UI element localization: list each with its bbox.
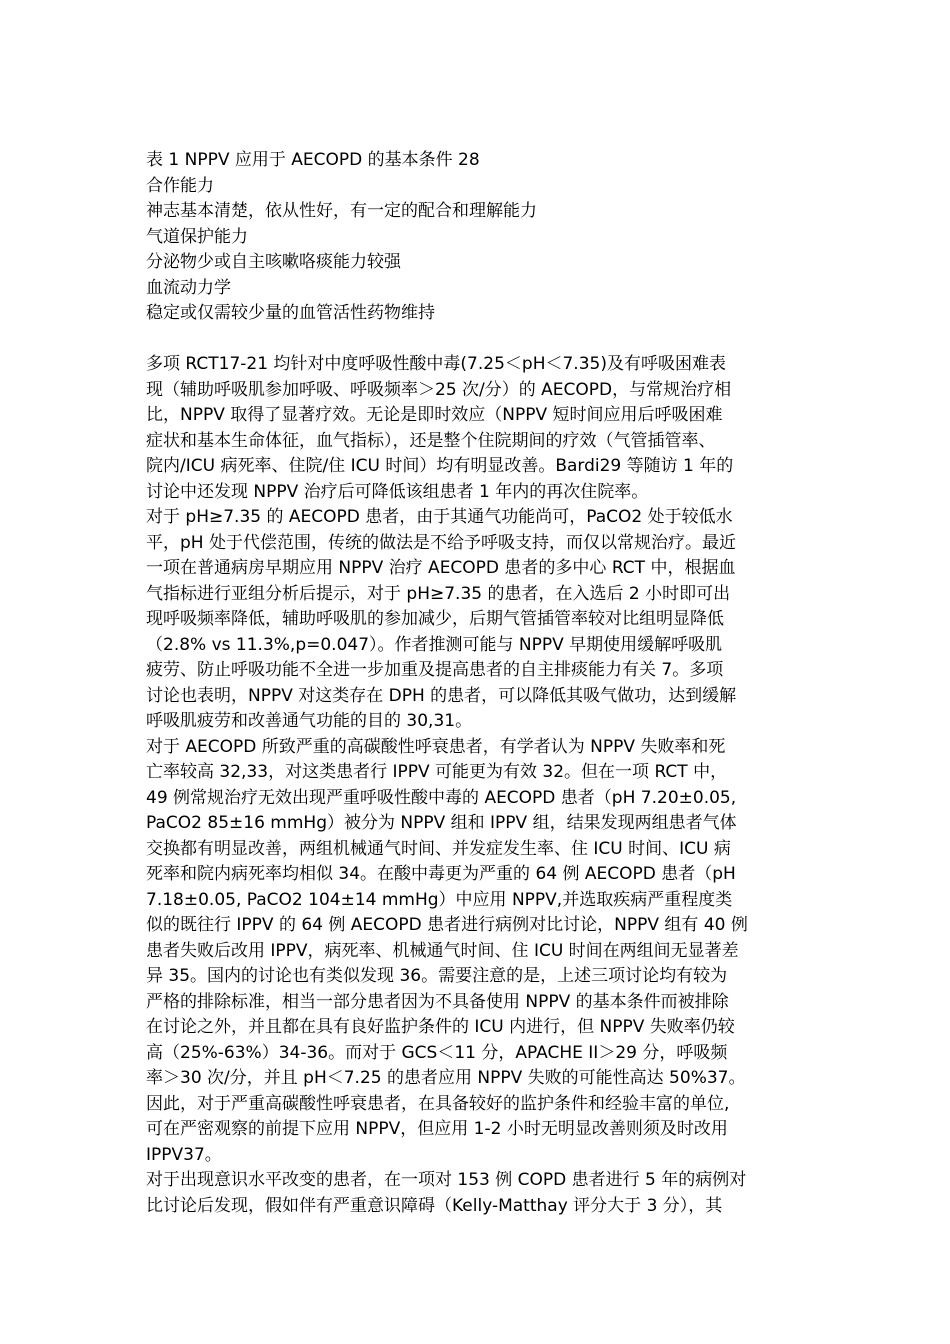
body-text-line: 在讨论之外，并且都在具有良好监护条件的 ICU 内进行，但 NPPV 失败率仍较 (146, 1017, 735, 1037)
body-text-line: 因此，对于严重高碳酸性呼衰患者，在具备较好的监护条件和经验丰富的单位, (146, 1093, 730, 1114)
body-text-line: 高（25%-63%）34-36。而对于 GCS＜11 分，APACHE II＞29 分，呼吸频 (146, 1042, 728, 1063)
body-text-line: 多项 RCT17-21 均针对中度呼吸性酸中毒(7.25＜pH＜7.35)及有呼吸困难表 (146, 354, 726, 374)
document-page (146, 148, 826, 1219)
body-text-line: 7.18±0.05, PaCO2 104±14 mmHg）中应用 NPPV,并选取疾病严重程度类 (146, 889, 733, 910)
body-text-line: 患者失败后改用 IPPV，病死率、机械通气时间、住 ICU 时间在两组间无显著差 (146, 940, 739, 961)
body-text-line: 现（辅助呼吸肌参加呼吸、呼吸频率＞25 次/分）的 AECOPD，与常规治疗相 (146, 379, 732, 400)
body-text-line: IPPV37。 (146, 1144, 222, 1165)
body-text-line: 对于 pH≥7.35 的 AECOPD 患者，由于其通气功能尚可，PaCO2 处于较低水 (146, 507, 733, 527)
body-text-line: 交换都有明显改善，两组机械通气时间、并发症发生率、住 ICU 时间、ICU 病 (146, 838, 731, 859)
body-text-line: 现呼吸频率降低，辅助呼吸肌的参加减少，后期气管插管率较对比组明显降低 (146, 609, 724, 629)
body-text-line: 异 35。国内的讨论也有类似发现 36。需要注意的是，上述三项讨论均有较为 (146, 966, 728, 986)
body-text-line: 49 例常规治疗无效出现严重呼吸性酸中毒的 AECOPD 患者（pH 7.20±0.05, (146, 787, 737, 808)
body-text-line: 讨论也表明，NPPV 对这类存在 DPH 的患者，可以降低其吸气做功，达到缓解 (146, 685, 737, 706)
body-text-line: 比讨论后发现，假如伴有严重意识障碍（Kelly-Matthay 评分大于 3 分），其 (146, 1195, 723, 1216)
body-text-line: 对于出现意识水平改变的患者，在一项对 153 例 COPD 患者进行 5 年的病例对 (146, 1170, 747, 1190)
body-text-line: 院内/ICU 病死率、住院/住 ICU 时间）均有明显改善。Bardi29 等随访 1 年的 (146, 456, 734, 476)
body-text-line: 率＞30 次/分，并且 pH＜7.25 的患者应用 NPPV 失败的可能性高达 50%37。 (146, 1068, 746, 1088)
table-1-line: 气道保护能力 (146, 226, 248, 247)
body-text-line: 气指标进行亚组分析后提示，对于 pH≥7.35 的患者，在入选后 2 小时即可出 (146, 583, 731, 604)
body-text-line: 亡率较高 32,33，对这类患者行 IPPV 可能更为有效 32。但在一项 RCT 中， (146, 762, 728, 782)
body-text-line: 对于 AECOPD 所致严重的高碳酸性呼衰患者，有学者认为 NPPV 失败率和死 (146, 736, 726, 757)
table-1-line: 合作能力 (146, 175, 214, 196)
table-1-block (146, 148, 826, 327)
body-text-line: 死率和院内病死率均相似 34。在酸中毒更为严重的 64 例 AECOPD 患者（pH (146, 864, 736, 884)
body-text-line: 平，pH 处于代偿范围，传统的做法是不给予呼吸支持，而仅以常规治疗。最近 (146, 532, 736, 553)
body-text-line: 疲劳、防止呼吸功能不全进一步加重及提高患者的自主排痰能力有关 7。多项 (146, 660, 724, 680)
body-text-line: 可在严密观察的前提下应用 NPPV，但应用 1-2 小时无明显改善则须及时改用 (146, 1119, 728, 1139)
table-1-line: 表 1 NPPV 应用于 AECOPD 的基本条件 28 (146, 150, 480, 170)
body-text-line: （2.8% vs 11.3%,p=0.047）。作者推测可能与 NPPV 早期使用缓解呼吸肌 (146, 634, 723, 655)
body-text-line: 呼吸肌疲劳和改善通气功能的目的 30,31。 (146, 711, 473, 731)
body-text-line: 症状和基本生命体征，血气指标），还是整个住院期间的疗效（气管插管率、 (146, 430, 716, 451)
body-text-line: 讨论中还发现 NPPV 治疗后可降低该组患者 1 年内的再次住院率。 (146, 481, 649, 502)
table-1-line: 血流动力学 (146, 277, 231, 298)
table-1-line: 稳定或仅需较少量的血管活性药物维持 (146, 303, 435, 323)
body-text-line: 似的既往行 IPPV 的 64 例 AECOPD 患者进行病例对比讨论，NPPV 组有 40 例 (146, 915, 748, 935)
table-1-line: 分泌物少或自主咳嗽咯痰能力较强 (146, 252, 401, 272)
body-text-block (146, 352, 826, 1219)
body-text-line: 比，NPPV 取得了显著疗效。无论是即时效应（NPPV 短时间应用后呼吸困难 (146, 405, 723, 425)
blank-line (146, 327, 826, 353)
body-text-line: PaCO2 85±16 mmHg）被分为 NPPV 组和 IPPV 组，结果发现两组患者气体 (146, 813, 737, 833)
table-1-line: 神志基本清楚，依从性好，有一定的配合和理解能力 (146, 201, 537, 221)
body-text-line: 严格的排除标准，相当一部分患者因为不具备使用 NPPV 的基本条件而被排除 (146, 991, 729, 1012)
body-text-line: 一项在普通病房早期应用 NPPV 治疗 AECOPD 患者的多中心 RCT 中，根据血 (146, 558, 736, 578)
